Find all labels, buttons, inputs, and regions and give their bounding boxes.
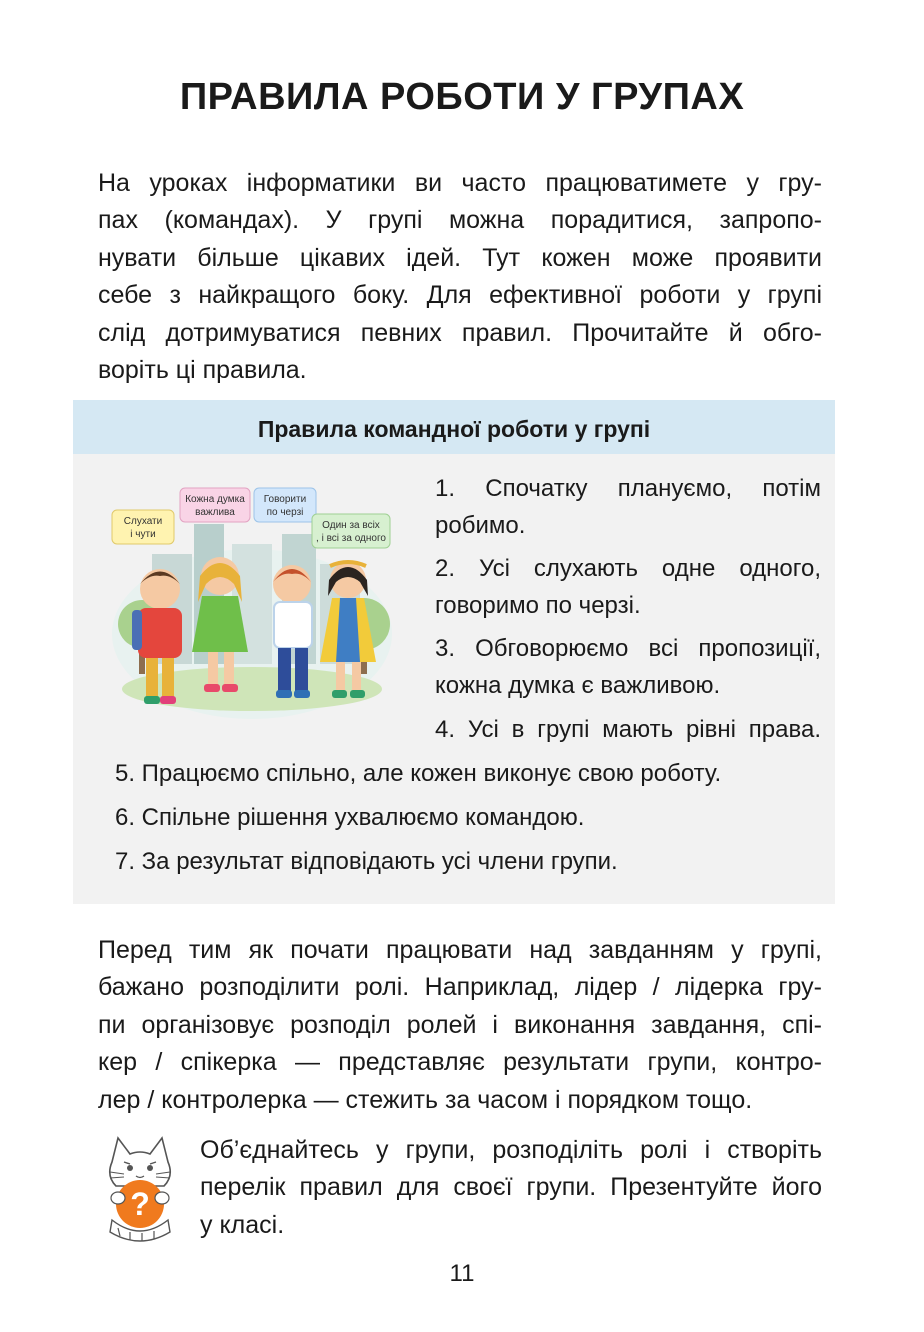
roles-line: Перед тим як почати працювати над завданням у групі, — [98, 936, 822, 964]
rule-2-line-2: говоримо по черзі. — [435, 592, 641, 619]
rule-item-2 — [435, 550, 821, 624]
intro-line: На уроках інформатики ви часто працюватимете у гру- — [98, 169, 822, 197]
rule-item-3 — [435, 630, 821, 704]
intro-line: слід дотримуватися певних правил. Прочитайте й обго- — [98, 318, 822, 347]
question-cat-icon — [90, 1132, 190, 1244]
bubble-one-for-all-text-2: , і всі за одного — [316, 533, 386, 544]
rule-1-line-2: робимо. — [435, 512, 526, 539]
rule-5-line-1: 5. Працюємо спільно, але кожен виконує свою роботу. — [115, 760, 722, 787]
rule-7-line-1: 7. За результат відповідають усі члени групи. — [115, 848, 618, 875]
task-paragraph — [200, 1132, 822, 1244]
rule-item-4 — [435, 711, 821, 748]
bubble-listen-text-1: Слухати — [123, 516, 163, 527]
rule-item-7 — [115, 843, 835, 880]
rule-item-5 — [115, 755, 835, 792]
question-mark: ? — [130, 1186, 150, 1222]
kids-illustration — [102, 484, 402, 724]
rule-1-line-1: 1. Спочатку плануємо, потім — [435, 475, 821, 502]
bubble-opinion-text-1: Кожна думка — [185, 494, 245, 505]
roles-line: пи організовує розподіл ролей і виконання завдання, спі- — [98, 1010, 822, 1039]
rule-3-line-2: кожна думка є важливою. — [435, 672, 721, 699]
rule-item-6 — [115, 799, 835, 836]
intro-line: пах (командах). У групі можна порадитися, запропо- — [98, 206, 822, 235]
intro-line: себе з найкращого боку. Для ефективної роботи у групі — [98, 281, 822, 310]
bubble-turns-text-1: Говорити — [263, 494, 307, 505]
roles-line: кер / спікерка — представляє результати групи, контро- — [98, 1048, 822, 1077]
bubble-one-for-all-text-1: Один за всіх — [322, 520, 380, 531]
rule-6-line-1: 6. Спільне рішення ухвалюємо командою. — [115, 804, 585, 831]
intro-line: нувати більше цікавих ідей. Тут кожен може проявити — [98, 243, 822, 272]
roles-paragraph — [98, 932, 822, 1119]
bubble-listen-text-2: і чути — [130, 529, 156, 540]
rule-4-line-1: 4. Усі в групі мають рівні права. — [435, 716, 821, 743]
task-line: перелік правил для своєї групи. Презентуйте його — [200, 1173, 822, 1202]
task-line: у класі. — [200, 1210, 285, 1239]
rules-box-header: Правила командної роботи у групі — [73, 400, 835, 454]
page-title: ПРАВИЛА РОБОТИ У ГРУПАХ — [179, 76, 745, 118]
roles-line: лер / контролерка — стежить за часом і порядком тощо. — [98, 1085, 753, 1114]
intro-line: воріть ці правила. — [98, 356, 307, 385]
rule-2-line-1: 2. Усі слухають одне одного, — [435, 555, 821, 582]
task-line: Об’єднайтесь у групи, розподіліть ролі і створіть — [200, 1136, 822, 1164]
bubble-turns-text-2: по черзі — [266, 507, 304, 518]
bubble-opinion-text-2: важлива — [195, 507, 235, 518]
intro-paragraph — [98, 165, 822, 389]
roles-line: бажано розподілити ролі. Наприклад, лідер / лідерка гру- — [98, 973, 822, 1002]
rule-item-1 — [435, 470, 821, 544]
page-number: 11 — [449, 1260, 475, 1287]
rule-3-line-1: 3. Обговорюємо всі пропозиції, — [435, 635, 821, 662]
